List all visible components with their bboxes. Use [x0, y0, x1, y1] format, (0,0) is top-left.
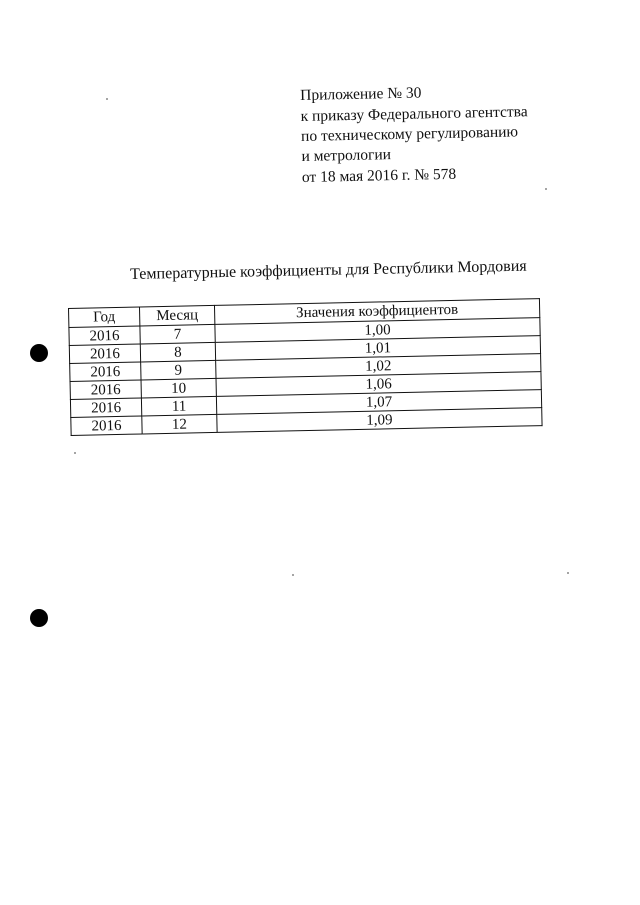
scan-speck	[106, 98, 108, 100]
cell-month: 11	[141, 396, 216, 416]
header-month: Месяц	[139, 305, 214, 326]
cell-month: 9	[141, 360, 216, 380]
cell-year: 2016	[69, 326, 140, 345]
cell-year: 2016	[70, 398, 141, 417]
cell-year: 2016	[70, 380, 141, 399]
scan-speck	[74, 452, 76, 454]
header-coefficient: Значения коэффициентов	[214, 299, 539, 325]
cell-month: 8	[140, 342, 215, 362]
cell-coefficient: 1,07	[216, 390, 541, 415]
coefficients-table	[68, 298, 543, 436]
cell-month: 7	[140, 324, 215, 344]
agency-line: по техническому регулированию	[300, 123, 519, 145]
scan-speck	[567, 572, 569, 574]
scan-speck	[292, 574, 294, 576]
header-year: Год	[69, 307, 140, 327]
cell-coefficient: 1,01	[215, 336, 540, 361]
scan-speck	[545, 188, 547, 190]
binder-hole-bottom	[30, 609, 48, 627]
cell-year: 2016	[71, 416, 142, 435]
appendix-header	[300, 81, 529, 188]
order-date-line: от 18 мая 2016 г. № 578	[301, 165, 457, 186]
binder-hole-top	[30, 344, 48, 362]
cell-coefficient: 1,02	[216, 354, 541, 379]
cell-month: 12	[142, 414, 217, 434]
order-reference-line: к приказу Федерального агентства	[300, 103, 528, 125]
cell-month: 10	[141, 378, 216, 398]
cell-year: 2016	[69, 344, 140, 363]
cell-coefficient: 1,00	[215, 318, 540, 343]
metrology-line: и метрологии	[301, 146, 392, 165]
cell-year: 2016	[70, 362, 141, 381]
table-title: Температурные коэффициенты для Республики Мордовия	[130, 257, 527, 283]
appendix-number: Приложение № 30	[300, 84, 422, 104]
cell-coefficient: 1,09	[217, 408, 542, 433]
cell-coefficient: 1,06	[216, 372, 541, 397]
